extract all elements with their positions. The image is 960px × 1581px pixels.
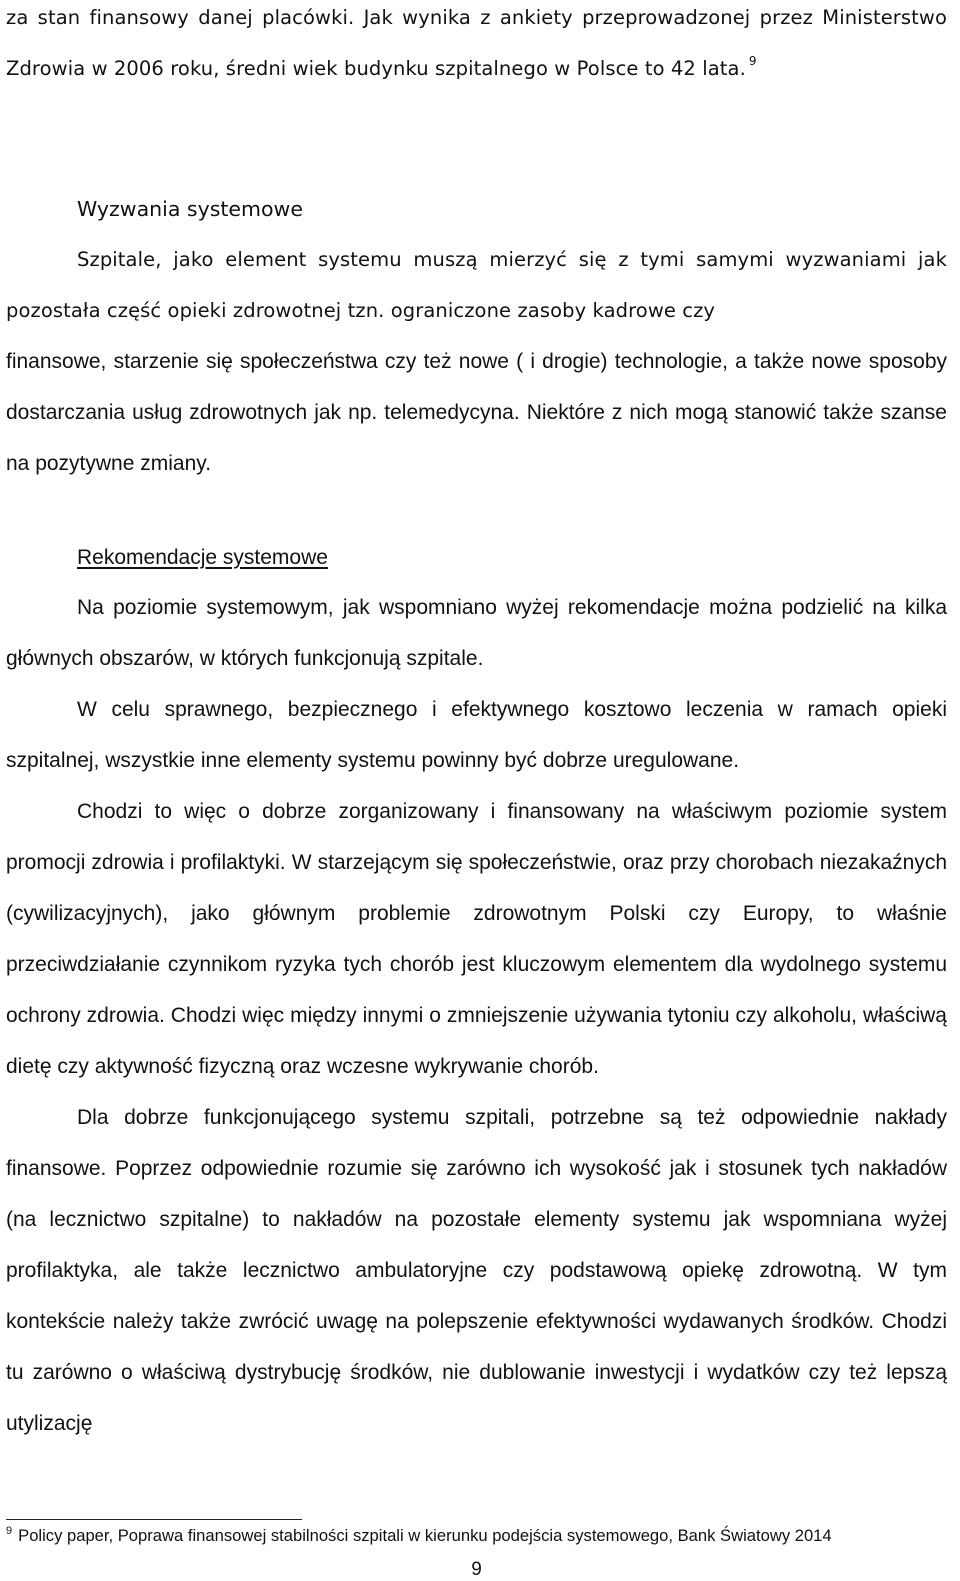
footnote-separator [6,1519,302,1520]
footnote-number: 9 [6,1525,13,1537]
rekomendacje-paragraph-4: Dla dobrze funkcjonującego systemu szpitali, potrzebne są też odpowiednie nakłady finansowe. Poprzez odpowiednie rozumie się zarówno ich wysokość jak i stosunek tych nakładów (na lecznictwo szpitalne) to nakładów na pozostałe elementy systemu jak wspomniana wyżej profilaktyka, ale także lecznictwo ambulatoryjne czy podstawową opiekę zdrowotną. W tym kontekście należy także zwrócić uwagę na polepszenie efektywności wydawanych środków. Chodzi tu zarówno o właściwą dystrybucję środków, nie dublowanie inwestycji i wydatków czy też lepszą utylizację [6,1106,947,1435]
intro-paragraph [6,0,947,94]
wyzwania-paragraph-continuation: finansowe, starzenie się społeczeństwa czy też nowe ( i drogie) technologie, a także nowe sposoby dostarczania usług zdrowotnych jak np. telemedycyna. Niektóre z nich mogą stanowić także szanse na pozytywne zmiany. [6,350,947,475]
rekomendacje-paragraph-1: Na poziomie systemowym, jak wspomniano wyżej rekomendacje można podzielić na kilka głównych obszarów, w których funkcjonują szpitale. [6,596,947,670]
rekomendacje-paragraph-2: W celu sprawnego, bezpiecznego i efektywnego kosztowo leczenia w ramach opieki szpitalnej, wszystkie inne elementy systemu powinny być dobrze uregulowane. [6,698,947,772]
section-heading-wyzwania: Wyzwania systemowe [77,197,303,221]
footnote [6,1524,947,1548]
footnote-reference[interactable]: 9 [748,54,757,68]
document-page [6,0,947,1581]
page-number: 9 [471,1559,482,1580]
rekomendacje-body [6,582,947,1449]
intro-text: za stan finansowy danej placówki. Jak wynika z ankiety przeprowadzonej przez Ministerstwo Zdrowia w 2006 roku, średni wiek budynku szpitalnego w Polsce to 42 lata. [6,6,947,80]
rekomendacje-paragraph-3: Chodzi to więc o dobrze zorganizowany i finansowany na właściwym poziomie system promocji zdrowia i profilaktyki. W starzejącym się społeczeństwie, oraz przy chorobach niezakaźnych (cywilizacyjnych), jako głównym problemie zdrowotnym Polski czy Europy, to właśnie przeciwdziałanie czynnikom ryzyka tych chorób jest kluczowym elementem dla wydolnego systemu ochrony zdrowia. Chodzi więc między innymi o zmniejszenie używania tytoniu czy alkoholu, właściwą dietę czy aktywność fizyczną oraz wczesne wykrywanie chorób. [6,800,947,1078]
section-heading-rekomendacje: Rekomendacje systemowe [77,546,328,569]
footnote-text: Policy paper, Poprawa finansowej stabilności szpitali w kierunku podejścia systemowego, Bank Światowy 2014 [18,1526,832,1545]
wyzwania-paragraph-sans: Szpitale, jako element systemu muszą mierzyć się z tymi samymi wyzwaniami jak pozostała część opieki zdrowotnej tzn. ograniczone zasoby kadrowe czy [6,248,947,322]
